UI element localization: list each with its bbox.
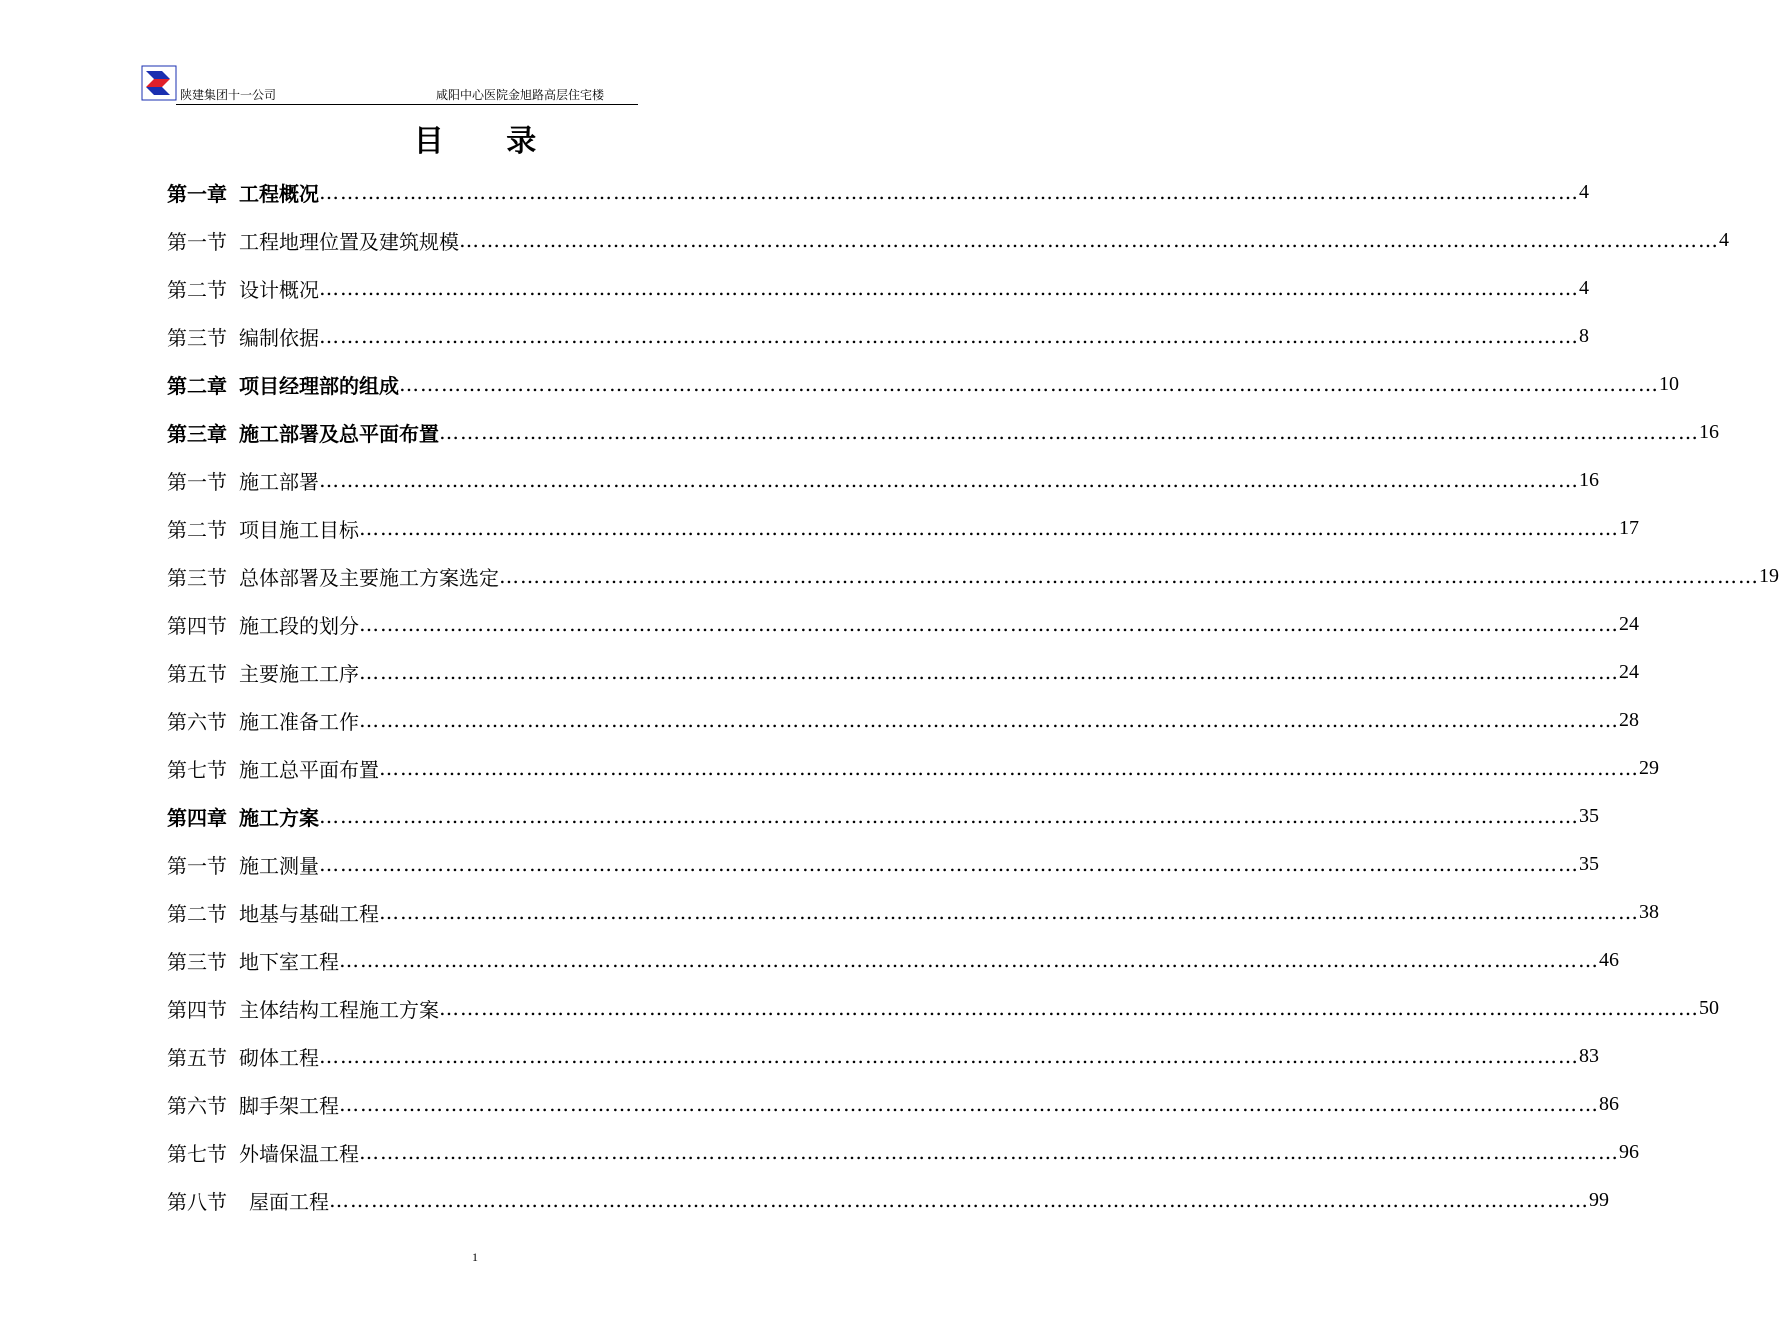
toc-title: 目 录 [413,124,563,159]
toc-entry-page: 24 [1619,660,1639,683]
toc-entry-title: 工程概况 [239,181,319,206]
toc-entry-number: 第一节 [167,853,227,878]
toc-dot-leader: ……………………………………………………………………………………………………………………………………………………………… [399,372,1659,396]
toc-entry-title: 外墙保温工程 [239,1141,359,1166]
toc-entry-number: 第一节 [167,229,227,254]
toc-dot-leader: ……………………………………………………………………………………………………………………………………………………………… [339,1092,1599,1116]
page-number: 1 [472,1250,478,1264]
toc-entry[interactable] [167,1128,1639,1176]
toc-entry-number: 第三节 [167,949,227,974]
toc-entry[interactable] [167,696,1639,744]
toc-entry-title: 编制依据 [239,325,319,350]
toc-entry-title: 项目施工目标 [239,517,359,542]
toc-entry[interactable] [167,1032,1599,1080]
header-project-name: 咸阳中心医院金旭路高层住宅楼 [436,88,605,102]
toc-entry[interactable] [167,936,1619,984]
toc-entry[interactable] [167,504,1639,552]
toc-dot-leader: ……………………………………………………………………………………………………………………………………………………………… [319,1044,1579,1068]
toc-entry-title: 工程地理位置及建筑规模 [239,229,459,254]
company-logo-icon [142,66,176,100]
toc-entry-page: 16 [1579,468,1599,491]
toc-entry[interactable] [167,312,1589,360]
toc-dot-leader: ……………………………………………………………………………………………………………………………………………………………… [319,276,1579,300]
toc-entry-page: 4 [1719,228,1729,251]
toc-entry-page: 99 [1589,1188,1609,1211]
toc-dot-leader: ……………………………………………………………………………………………………………………………………………………………… [459,228,1719,252]
toc-entry-title: 地基与基础工程 [239,901,379,926]
toc-entry-number: 第一节 [167,469,227,494]
toc-entry-title: 施工准备工作 [239,709,359,734]
toc-entry[interactable] [167,600,1639,648]
toc-entry-title: 设计概况 [239,277,319,302]
toc-entry-number: 第五节 [167,1045,227,1070]
toc-entry-number: 第八节 [167,1189,227,1214]
toc-entry[interactable] [167,1176,1609,1224]
toc-entry-number: 第三章 [167,421,227,446]
toc-dot-leader: ……………………………………………………………………………………………………………………………………………………………… [359,660,1619,684]
toc-entry-title: 施工段的划分 [239,613,359,638]
toc-entry-page: 35 [1579,852,1599,875]
toc-dot-leader: ……………………………………………………………………………………………………………………………………………………………… [329,1188,1589,1212]
toc-entry-page: 16 [1699,420,1719,443]
toc-entry[interactable] [167,1080,1619,1128]
toc-dot-leader: ……………………………………………………………………………………………………………………………………………………………… [319,180,1579,204]
toc-dot-leader: ……………………………………………………………………………………………………………………………………………………………… [359,1140,1619,1164]
toc-entry-page: 96 [1619,1140,1639,1163]
toc-entry-page: 24 [1619,612,1639,635]
toc-dot-leader: ……………………………………………………………………………………………………………………………………………………………… [499,564,1759,588]
toc-entry-title: 总体部署及主要施工方案选定 [239,565,499,590]
toc-dot-leader: ……………………………………………………………………………………………………………………………………………………………… [319,804,1579,828]
toc-entry[interactable] [167,456,1599,504]
toc-entry-number: 第四节 [167,613,227,638]
page-header [142,66,638,106]
toc-entry[interactable] [167,408,1719,456]
toc-entry-number: 第二章 [167,373,227,398]
header-company-name: 陕建集团十一公司 [180,88,277,102]
toc-entry-page: 46 [1599,948,1619,971]
toc-entry[interactable] [167,648,1639,696]
toc-entry-number: 第四章 [167,805,227,830]
toc-entry-page: 86 [1599,1092,1619,1115]
toc-entry-number: 第七节 [167,757,227,782]
toc-entry-number: 第六节 [167,709,227,734]
header-divider [176,104,638,105]
toc-entry-title: 施工总平面布置 [239,757,379,782]
toc-entry[interactable] [167,984,1719,1032]
toc-entry-title: 施工方案 [239,805,319,830]
toc-dot-leader: ……………………………………………………………………………………………………………………………………………………………… [339,948,1599,972]
toc-entry-page: 83 [1579,1044,1599,1067]
toc-entry-page: 28 [1619,708,1639,731]
toc-entry-number: 第三节 [167,325,227,350]
toc-dot-leader: ……………………………………………………………………………………………………………………………………………………………… [359,708,1619,732]
toc-entry-title: 脚手架工程 [239,1093,339,1118]
toc-entry-page: 17 [1619,516,1639,539]
toc-entry-page: 10 [1659,372,1679,395]
table-of-contents [167,168,1779,1224]
toc-entry[interactable] [167,216,1729,264]
toc-entry[interactable] [167,360,1679,408]
toc-entry[interactable] [167,264,1589,312]
toc-entry-number: 第五节 [167,661,227,686]
toc-entry-title: 屋面工程 [249,1189,329,1214]
toc-entry-title: 地下室工程 [239,949,339,974]
toc-entry-page: 29 [1639,756,1659,779]
toc-dot-leader: ……………………………………………………………………………………………………………………………………………………………… [379,900,1639,924]
toc-entry-number: 第一章 [167,181,227,206]
toc-entry-title: 施工测量 [239,853,319,878]
toc-entry[interactable] [167,792,1599,840]
toc-entry-page: 8 [1579,324,1589,347]
toc-entry-number: 第七节 [167,1141,227,1166]
toc-entry-number: 第三节 [167,565,227,590]
toc-entry-page: 35 [1579,804,1599,827]
toc-dot-leader: ……………………………………………………………………………………………………………………………………………………………… [439,420,1699,444]
toc-entry[interactable] [167,840,1599,888]
toc-dot-leader: ……………………………………………………………………………………………………………………………………………………………… [319,468,1579,492]
toc-entry-number: 第四节 [167,997,227,1022]
toc-entry[interactable] [167,552,1779,600]
toc-entry-title: 项目经理部的组成 [239,373,399,398]
toc-entry-page: 38 [1639,900,1659,923]
toc-dot-leader: ……………………………………………………………………………………………………………………………………………………………… [319,852,1579,876]
toc-entry-title: 砌体工程 [239,1045,319,1070]
toc-entry-number: 第二节 [167,517,227,542]
toc-entry-number: 第二节 [167,277,227,302]
toc-entry-page: 50 [1699,996,1719,1019]
toc-entry-page: 4 [1579,180,1589,203]
toc-dot-leader: ……………………………………………………………………………………………………………………………………………………………… [379,756,1639,780]
toc-entry-title: 主体结构工程施工方案 [239,997,439,1022]
toc-entry-page: 4 [1579,276,1589,299]
toc-entry-title: 施工部署 [239,469,319,494]
toc-entry-page: 19 [1759,564,1779,587]
toc-entry-title: 施工部署及总平面布置 [239,421,439,446]
toc-entry[interactable] [167,744,1659,792]
toc-dot-leader: ……………………………………………………………………………………………………………………………………………………………… [319,324,1579,348]
toc-dot-leader: ……………………………………………………………………………………………………………………………………………………………… [359,612,1619,636]
toc-entry-number: 第二节 [167,901,227,926]
toc-dot-leader: ……………………………………………………………………………………………………………………………………………………………… [439,996,1699,1020]
toc-entry-title: 主要施工工序 [239,661,359,686]
toc-entry-number: 第六节 [167,1093,227,1118]
toc-dot-leader: ……………………………………………………………………………………………………………………………………………………………… [359,516,1619,540]
toc-entry[interactable] [167,168,1589,216]
toc-entry[interactable] [167,888,1659,936]
